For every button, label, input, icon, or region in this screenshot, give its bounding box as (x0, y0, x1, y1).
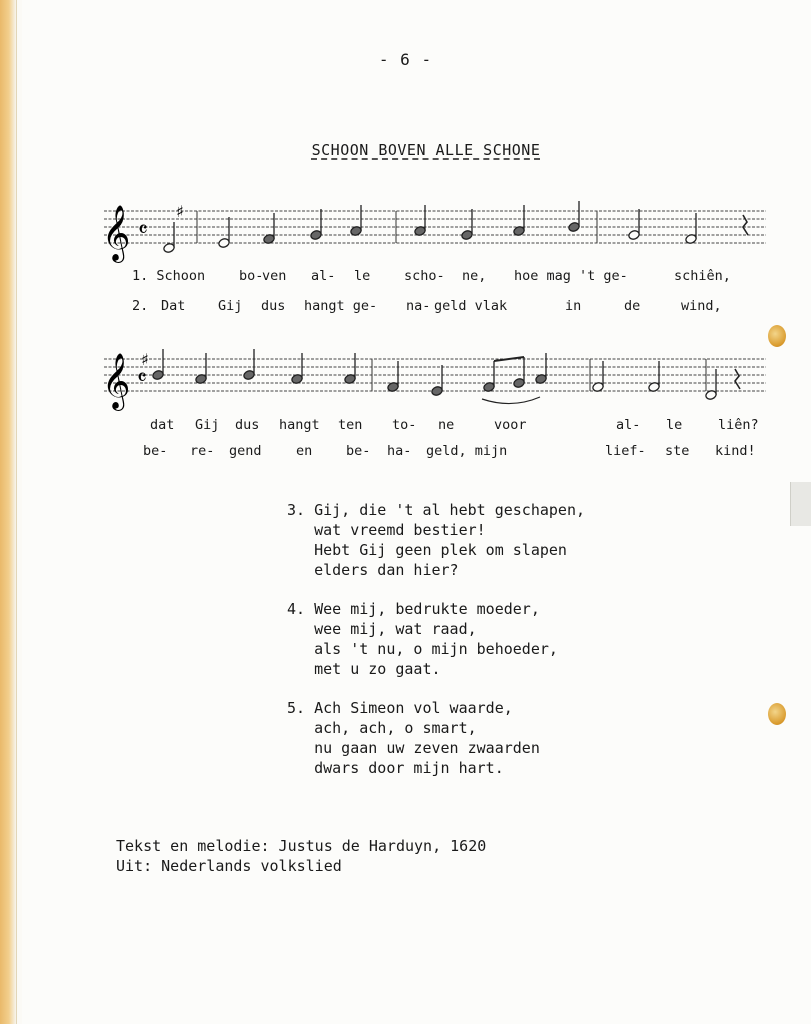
half-note-icon (218, 217, 231, 249)
lyric-v1-6: scho- (404, 268, 445, 284)
lyric2-v2-6: ha- (387, 443, 412, 459)
quarter-note-icon (243, 349, 256, 381)
half-note-icon (648, 361, 661, 393)
stanza-4 (287, 599, 558, 679)
quarter-note-icon (431, 365, 444, 397)
quarter-note-icon (350, 205, 363, 237)
staff-system-1 (0, 195, 811, 275)
treble-clef-icon: 𝄞 (102, 205, 131, 261)
stanza-line: ach, ach, o smart, (287, 719, 477, 737)
lyric2-v2-4: en (296, 443, 313, 459)
stanza-line: nu gaan uw zeven zwaarden (287, 739, 540, 757)
lyric2-v1-8: voor (494, 417, 527, 433)
quarter-note-icon (513, 357, 526, 389)
quarter-note-icon (344, 353, 357, 385)
lyric2-v1-4: hangt (279, 417, 320, 433)
lyric2-v1-1: dat (150, 417, 175, 433)
song-title: SCHOON BOVEN ALLE SCHONE (311, 141, 541, 159)
lyric2-v1-11: liên? (718, 417, 759, 433)
lyric-v2-6: na- (406, 298, 431, 314)
lyric-v1-4: al- (311, 268, 336, 284)
lyric2-v1-3: dus (235, 417, 260, 433)
common-time-icon: 𝄴 (138, 218, 148, 243)
quarter-note-icon (414, 205, 427, 237)
stanza-line: wat vreemd bestier! (287, 521, 486, 539)
quarter-note-icon (291, 353, 304, 385)
half-note-icon (628, 209, 641, 241)
credit-source: Uit: Nederlands volkslied (116, 857, 342, 875)
slur (482, 397, 540, 404)
treble-clef-icon: 𝄞 (102, 353, 131, 409)
page-tab (790, 482, 811, 526)
stanza-line: als 't nu, o mijn behoeder, (287, 640, 558, 658)
quarter-rest-icon (743, 215, 748, 235)
lyric-v2-10: wind, (681, 298, 722, 314)
page-number: - 6 - (378, 50, 433, 69)
lyric-v1-3: ven (262, 268, 287, 284)
stanza-line: elders dan hier? (287, 561, 459, 579)
lyric2-v2-3: gend (229, 443, 262, 459)
lyric-v2-4: dus (261, 298, 286, 314)
common-time-icon: 𝄴 (137, 366, 147, 391)
lyric-v2-5: hangt ge- (304, 298, 378, 314)
lyric2-v2-7: geld, mijn (426, 443, 508, 459)
lyric2-v2-1: be- (143, 443, 168, 459)
lyric2-v1-6: to- (392, 417, 417, 433)
lyric2-v2-5: be- (346, 443, 371, 459)
lyric2-v2-9: ste (665, 443, 690, 459)
lyric-v2-7: geld vlak (434, 298, 508, 314)
quarter-note-icon (513, 205, 526, 237)
lyric2-v1-2: Gij (195, 417, 220, 433)
lyric-v2-8: in (565, 298, 582, 314)
stanza-line: Hebt Gij geen plek om slapen (287, 541, 567, 559)
lyric2-v1-5: ten (338, 417, 363, 433)
staff-lines (104, 211, 766, 243)
quarter-rest-icon (735, 369, 740, 389)
lyric-v2-2: Dat (161, 298, 186, 314)
staff-system-2 (0, 343, 811, 423)
quarter-note-icon (568, 201, 581, 233)
binder-ring-bottom (768, 703, 786, 725)
lyric-v2-1: 2. (132, 298, 149, 314)
key-sharp-icon: ♯ (176, 202, 184, 221)
lyric2-v2-2: re- (190, 443, 215, 459)
lyric-v1-8: hoe mag 't ge- (514, 268, 628, 284)
lyric-v2-3: Gij (218, 298, 243, 314)
stanza-line: 5. Ach Simeon vol waarde, (287, 699, 513, 717)
lyric2-v1-10: le (666, 417, 683, 433)
quarter-note-icon (195, 353, 208, 385)
lyric2-v1-7: ne (438, 417, 455, 433)
quarter-note-icon (310, 209, 323, 241)
stanza-line: dwars door mijn hart. (287, 759, 504, 777)
credit-text-melody: Tekst en melodie: Justus de Harduyn, 1620 (116, 837, 487, 855)
stanza-line: met u zo gaat. (287, 660, 441, 678)
quarter-note-icon (461, 209, 474, 241)
half-note-icon (685, 213, 698, 245)
lyric-v1-7: ne, (462, 268, 487, 284)
lyric-v1-5: le (354, 268, 371, 284)
quarter-note-icon (152, 349, 165, 381)
stanza-3 (287, 500, 585, 580)
lyric-v1-9: schiên, (674, 268, 731, 284)
half-note-icon (705, 369, 718, 401)
stanza-line: 3. Gij, die 't al hebt geschapen, (287, 501, 586, 519)
quarter-note-icon (483, 361, 496, 393)
lyric2-v2-10: kind! (715, 443, 756, 459)
lyric2-v1-9: al- (616, 417, 641, 433)
stanza-5 (287, 698, 540, 778)
lyric-v1-2: bo- (239, 268, 264, 284)
quarter-note-icon (263, 213, 276, 245)
lyric-v2-9: de (624, 298, 641, 314)
stanza-line: 4. Wee mij, bedrukte moeder, (287, 600, 540, 618)
lyric2-v2-8: lief- (605, 443, 646, 459)
half-note-icon (592, 361, 605, 393)
stanza-line: wee mij, wat raad, (287, 620, 477, 638)
quarter-note-icon (535, 353, 548, 385)
quarter-note-icon (387, 361, 400, 393)
key-sharp-icon: ♯ (141, 350, 149, 369)
lyric-v1-1: 1. Schoon (132, 268, 206, 284)
